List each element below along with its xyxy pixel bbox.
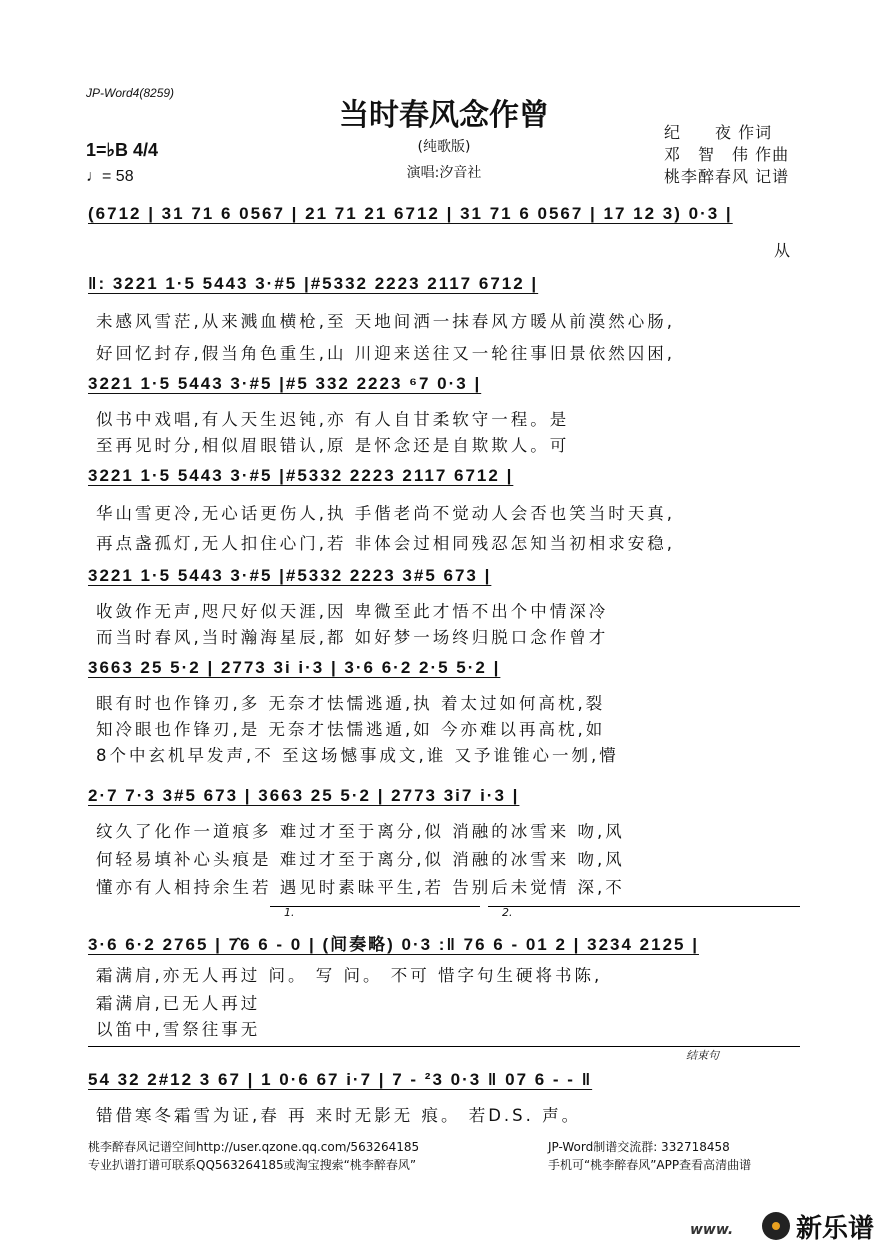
system-2-notes: 3221 1·5 5443 3·#5 |#5 332 2223 ⁶7 0·3 |: [88, 374, 482, 393]
system-7-lyric-1: 霜满肩,亦无人再过 问。 写 问。 不可 惜字句生硬将书陈,: [96, 966, 603, 985]
song-title: 当时春风念作曾: [339, 98, 549, 133]
system-1-notes: ‖: 3221 1·5 5443 3·#5 |#5332 2223 2117 6712 |: [88, 274, 539, 293]
transcriber-credit: 桃李醉春风 记谱: [664, 167, 790, 186]
song-subtitle: (纯歌版): [417, 139, 471, 155]
system-1-lyric-1: 未感风雪茫,从来溅血横枪,至 天地间洒一抹春风方暖从前漠然心肠,: [96, 312, 675, 331]
system-3-lyric-2: 再点盏孤灯,无人扣住心门,若 非体会过相同残忍怎知当初相求安稳,: [96, 534, 675, 553]
volta-1-label: 1.: [284, 906, 295, 919]
volta-1-bracket: [270, 906, 480, 907]
system-6-lyric-2: 何轻易填补心头痕是 难过才至于离分,似 消融的冰雪来 吻,风: [96, 850, 625, 869]
volta-2-label: 2.: [502, 906, 513, 919]
tempo-marking: ♩= 58: [86, 168, 134, 185]
system-8-lyric-1: 错借寒冬霜雪为证,春 再 来时无影无 痕。 若D.S. 声。: [96, 1106, 582, 1125]
system-5-notes: 3663 25 5·2 | 2773 3i i·3 | 3·6 6·2 2·5 5·2 |: [88, 658, 501, 677]
system-6-lyric-1: 纹久了化作一道痕多 难过才至于离分,似 消融的冰雪来 吻,风: [96, 822, 625, 841]
footer-left-1: 桃李醉春风记谱空间http://user.qzone.qq.com/563264185: [88, 1140, 420, 1154]
system-2-lyric-1: 似书中戏唱,有人天生迟钝,亦 有人自甘柔软守一程。是: [96, 410, 570, 429]
intro-lyric: 从: [774, 241, 791, 260]
software-tag: JP-Word4(8259): [86, 86, 175, 100]
footer-left-2: 专业扒谱打谱可联系QQ563264185或淘宝搜索“桃李醉春风”: [88, 1158, 417, 1172]
system-3-notes: 3221 1·5 5443 3·#5 |#5332 2223 2117 6712 |: [88, 466, 514, 485]
system-7-lyric-2: 霜满肩,已无人再过: [96, 994, 261, 1013]
system-8-notes: 54 32 2#12 3 67 | 1 0·6 67 i·7 | 7 - ²3 0·3 ‖ 07 6 - - ‖: [88, 1070, 593, 1089]
system-5-lyric-1: 眼有时也作锋刃,多 无奈才怯懦逃遁,执 着太过如何高枕,裂: [96, 694, 606, 713]
intro-notes: (6712 | 31 71 6 0567 | 21 71 21 6712 | 31 71 6 0567 | 17 12 3) 0·3 |: [88, 204, 733, 223]
key-signature: 1=♭B 4/4: [86, 140, 159, 160]
system-6-notes: 2·7 7·3 3#5 673 | 3663 25 5·2 | 2773 3i7 i·3 |: [88, 786, 520, 805]
site-logo: 新乐谱: [796, 1214, 875, 1244]
footer-right-2: 手机可“桃李醉春风”APP查看高清曲谱: [548, 1158, 752, 1172]
system-5-lyric-3: 8个中玄机早发声,不 至这场憾事成文,谁 又予谁锥心一刎,懵: [96, 746, 619, 765]
system-4-lyric-1: 收敛作无声,咫尺好似天涯,因 卑微至此才悟不出个中情深冷: [96, 602, 609, 621]
system-7-lyric-3: 以笛中,雪祭往事无: [96, 1020, 261, 1039]
system-3-lyric-1: 华山雪更冷,无心话更伤人,执 手偕老尚不觉动人会否也笑当时天真,: [96, 504, 675, 523]
footer-right-1: JP-Word制谱交流群: 332718458: [548, 1140, 730, 1154]
system-1-lyric-2: 好回忆封存,假当角色重生,山 川迎来送往又一轮往事旧景依然囚困,: [96, 344, 675, 363]
system-5-lyric-2: 知冷眼也作锋刃,是 无奈才怯懦逃遁,如 今亦难以再高枕,如: [96, 720, 606, 739]
composer-credit: 邓 智 伟 作曲: [664, 145, 790, 164]
system-4-lyric-2: 而当时春风,当时瀚海星辰,都 如好梦一场终归脱口念作曾才: [96, 628, 609, 647]
ending-tag: 结束句: [686, 1049, 719, 1062]
system-7-notes: 3·6 6·2 2765 | 7̂6 6 - 0 | (间奏略) 0·3 :‖ 76 6 - 01 2 | 3234 2125 |: [88, 935, 699, 954]
volta-2-bracket: [488, 906, 800, 907]
system-4-notes: 3221 1·5 5443 3·#5 |#5332 2223 3#5 673 |: [88, 566, 492, 585]
system-2-lyric-2: 至再见时分,相似眉眼错认,原 是怀念还是自欺欺人。可: [96, 436, 570, 455]
singer: 演唱:汐音社: [406, 165, 482, 181]
record-disc-icon: [762, 1212, 790, 1240]
site-url: www.: [690, 1222, 734, 1238]
system-6-lyric-3: 懂亦有人相持余生若 遇见时素昧平生,若 告别后未觉情 深,不: [96, 878, 625, 897]
lyricist-credit: 纪 夜 作词: [664, 123, 773, 142]
